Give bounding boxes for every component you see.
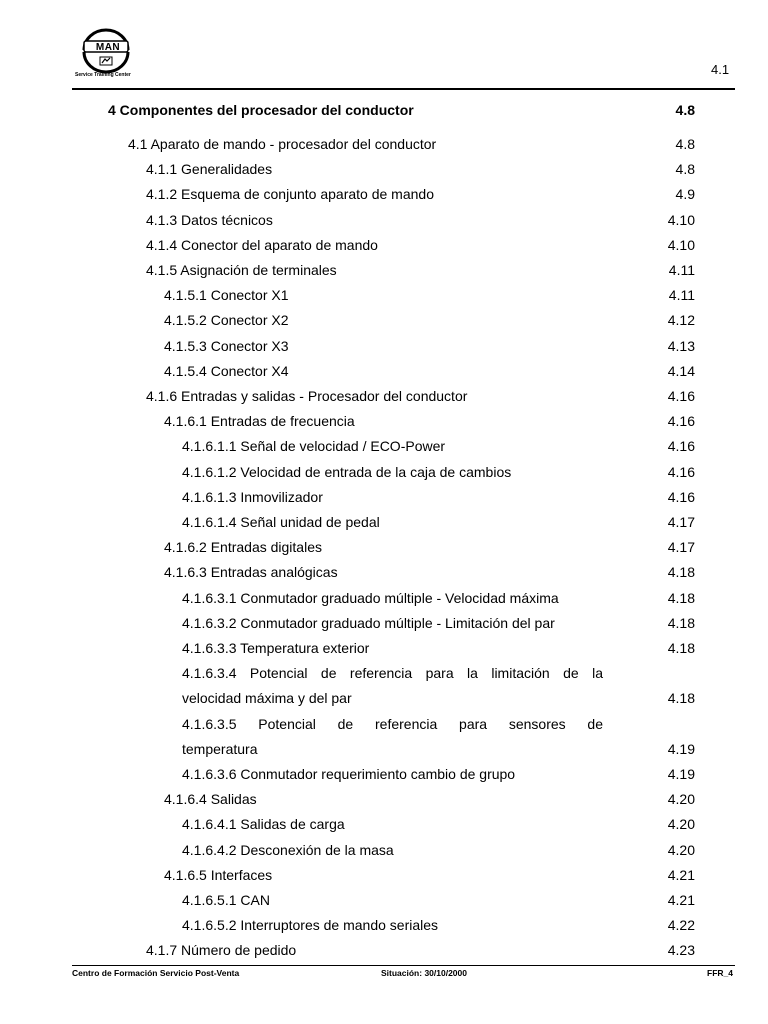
toc-entry (0, 636, 768, 661)
footer-date: Situación: 30/10/2000 (381, 968, 467, 978)
toc-entry-page: 4.18 (667, 614, 695, 631)
toc-entry (0, 409, 768, 434)
toc-entry-page: 4.23 (667, 942, 695, 959)
toc-entry-title: 4.1.6.2 Entradas digitales (164, 539, 322, 556)
toc-entry (0, 132, 768, 157)
toc-entry-page: 4.21 (667, 866, 695, 883)
toc-entry (0, 838, 768, 863)
toc-entry-title: 4 Componentes del procesador del conductor (108, 102, 414, 118)
toc-entry-title: 4.1.6.5 Interfaces (164, 866, 273, 883)
toc-entry-title-continuation: temperatura (182, 740, 258, 757)
toc-entry (0, 359, 768, 384)
toc-entry-page: 4.10 (667, 236, 695, 253)
toc-entry-title: 4.1.6.3.4 Potencial de referencia para la limitación de la (182, 665, 603, 682)
footer-divider (72, 965, 735, 966)
toc-entry (0, 535, 768, 560)
toc-entry (0, 334, 768, 359)
toc-entry-title: 4.1.1 Generalidades (146, 161, 273, 178)
toc-entry (0, 560, 768, 585)
toc-entry-title: 4.1.6.3 Entradas analógicas (164, 564, 338, 581)
toc-entry (0, 157, 768, 182)
toc-entry-page: 4.16 (667, 413, 695, 430)
toc-entry-title: 4.1.6.4.1 Salidas de carga (182, 816, 345, 833)
toc-entry-page: 4.17 (667, 539, 695, 556)
toc-entry-title: 4.1.6.1.4 Señal unidad de pedal (182, 514, 380, 530)
toc-entry-page: 4.11 (668, 287, 695, 304)
toc-entry (0, 384, 768, 409)
toc-entry-title: 4.1.6.5.2 Interruptores de mando seriales (182, 917, 439, 934)
toc-entry-page: 4.14 (667, 362, 695, 379)
toc-entry-page: 4.17 (667, 514, 695, 530)
toc-entry-title: 4.1.2 Esquema de conjunto aparato de mando (146, 186, 434, 203)
footer-left: Centro de Formación Servicio Post-Venta (72, 968, 240, 978)
toc-entry-title: 4.1.5.1 Conector X1 (164, 287, 289, 304)
toc-entry (0, 258, 768, 283)
toc-entry (0, 233, 768, 258)
toc-entry-page: 4.19 (667, 740, 695, 757)
toc-entry-title: 4.1.6.4 Salidas (164, 791, 257, 808)
toc-entry (0, 485, 768, 510)
toc-entry (0, 283, 768, 308)
toc-entry-page: 4.22 (667, 917, 695, 934)
toc-entry-page: 4.21 (667, 892, 695, 908)
toc-entry-page: 4.16 (667, 463, 695, 480)
toc-entry-continuation (0, 686, 768, 711)
toc-entry-title: 4.1.6.3.5 Potencial de referencia para sensores de (182, 715, 603, 732)
toc-entry-page: 4.8 (675, 161, 695, 178)
toc-entry (0, 586, 768, 611)
toc-entry (0, 863, 768, 888)
toc-entry-title: 4.1.5.3 Conector X3 (164, 337, 289, 354)
toc-entry-page: 4.11 (668, 262, 695, 278)
toc-entry-page: 4.16 (667, 488, 695, 505)
toc-entry-continuation (0, 737, 768, 762)
toc-entry (0, 787, 768, 812)
toc-entry-page: 4.12 (667, 312, 695, 329)
toc-entry-title: 4.1.7 Número de pedido (146, 942, 297, 959)
footer-code: FFR_4 (707, 968, 733, 978)
toc-entry-title: 4.1.6 Entradas y salidas - Procesador del conductor (146, 388, 468, 404)
toc-entry-title: 4.1.6.1.1 Señal de velocidad / ECO-Power (182, 438, 446, 455)
toc-entry (0, 611, 768, 636)
logo-text: MAN (95, 42, 121, 53)
toc-entry (0, 913, 768, 938)
page-number: 4.1 (711, 62, 730, 77)
toc-entry (0, 510, 768, 535)
toc-entry-page: 4.16 (667, 438, 695, 455)
toc-entry-title-continuation: velocidad máxima y del par (182, 690, 352, 707)
toc-entry (0, 762, 768, 787)
toc-entry-title: 4.1 Aparato de mando - procesador del conductor (128, 136, 437, 152)
header-divider (72, 88, 735, 90)
toc-entry (0, 434, 768, 459)
toc-entry-title: 4.1.6.3.2 Conmutador graduado múltiple - Limitación del par (182, 614, 555, 631)
toc-entry-page: 4.18 (667, 589, 695, 606)
toc-entry (0, 888, 768, 913)
toc-entry (0, 661, 768, 686)
toc-entry-page: 4.16 (667, 388, 695, 404)
toc-entry-title: 4.1.3 Datos técnicos (146, 211, 273, 228)
toc-entry (0, 712, 768, 737)
toc-entry-page: 4.20 (667, 791, 695, 808)
toc-entry (0, 460, 768, 485)
toc-entry-page: 4.18 (667, 640, 695, 656)
toc-entry-title: 4.1.6.5.1 CAN (182, 892, 270, 908)
toc-entry (0, 208, 768, 233)
toc-entry-title: 4.1.5 Asignación de terminales (146, 262, 337, 278)
toc-entry-title: 4.1.6.3.1 Conmutador graduado múltiple - Velocidad máxima (182, 589, 559, 606)
toc-entry (0, 308, 768, 333)
toc-chapter-entry (0, 98, 768, 123)
toc-entry-title: 4.1.6.1 Entradas de frecuencia (164, 413, 355, 430)
toc-entry-page: 4.13 (667, 337, 695, 354)
toc-entry-title: 4.1.5.2 Conector X2 (164, 312, 289, 329)
toc-entry-title: 4.1.4 Conector del aparato de mando (146, 236, 378, 253)
toc-entry-title: 4.1.6.1.2 Velocidad de entrada de la caja de cambios (182, 463, 512, 480)
toc-entry-page: 4.10 (667, 211, 695, 228)
toc-entry (0, 182, 768, 207)
toc-entry (0, 812, 768, 837)
toc-entry-page: 4.20 (667, 841, 695, 858)
logo-caption: Service Training Center (75, 72, 131, 78)
toc-entry-page: 4.8 (675, 136, 695, 152)
toc-entry-page: 4.8 (675, 102, 695, 118)
toc-entry-page: 4.9 (675, 186, 695, 203)
toc-entry-page: 4.18 (667, 690, 695, 707)
toc-entry-page: 4.20 (667, 816, 695, 833)
toc-entry-title: 4.1.6.4.2 Desconexión de la masa (182, 841, 394, 858)
toc-entry-page: 4.19 (667, 766, 695, 782)
toc-entry-title: 4.1.6.1.3 Inmovilizador (182, 488, 323, 505)
toc-entry-page: 4.18 (667, 564, 695, 581)
toc-entry-title: 4.1.5.4 Conector X4 (164, 362, 289, 379)
toc-entry (0, 938, 768, 963)
toc-entry-title: 4.1.6.3.3 Temperatura exterior (182, 640, 370, 656)
toc-entry-title: 4.1.6.3.6 Conmutador requerimiento cambio de grupo (182, 766, 516, 782)
